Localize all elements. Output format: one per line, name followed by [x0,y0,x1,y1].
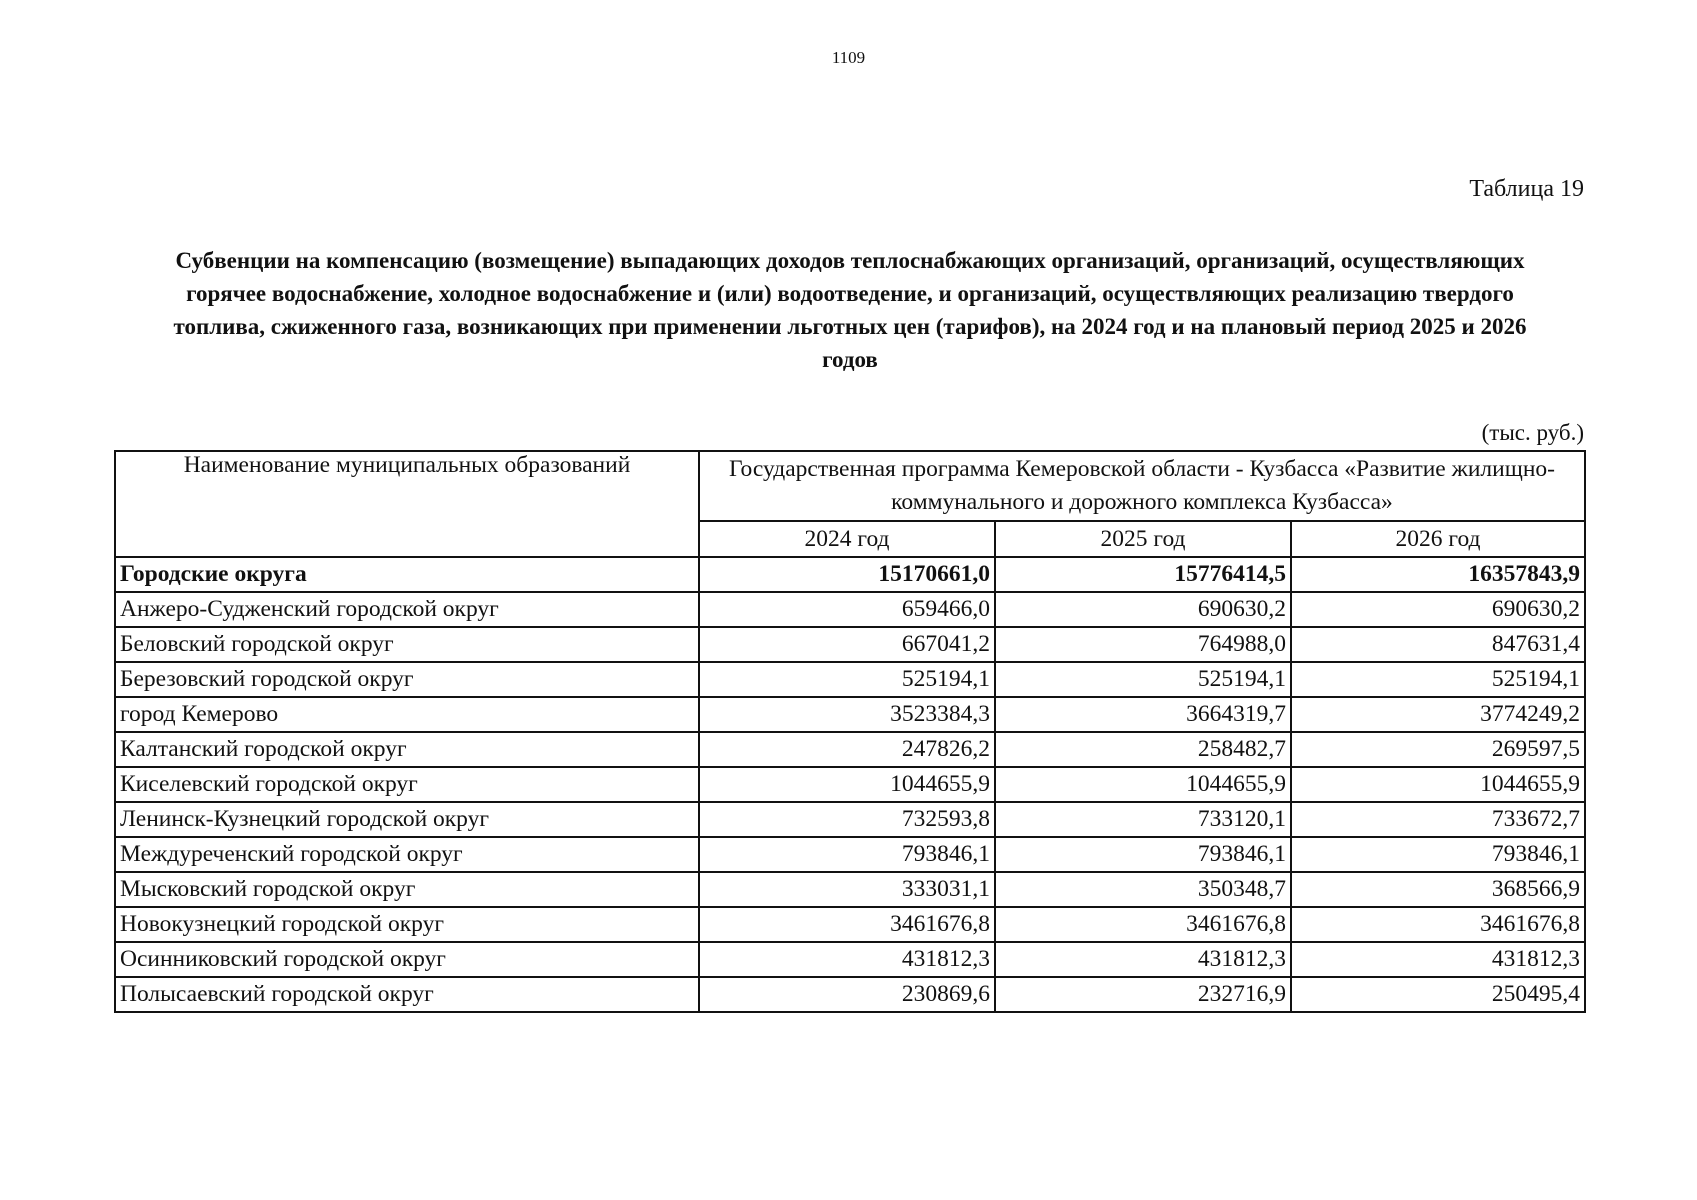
value-2026: 525194,1 [1291,662,1585,697]
value-2026: 250495,4 [1291,977,1585,1012]
municipality-column-header: Наименование муниципальных образований [115,451,699,557]
subsidy-table [114,450,1586,1013]
table-row [115,697,1585,732]
value-2025: 15776414,5 [995,557,1291,592]
value-2025: 232716,9 [995,977,1291,1012]
year-header-2025: 2025 год [995,521,1291,557]
value-2024: 525194,1 [699,662,995,697]
value-2024: 230869,6 [699,977,995,1012]
row-name: Мысковский городской округ [115,872,699,907]
row-name: Междуреченский городской округ [115,837,699,872]
value-2025: 258482,7 [995,732,1291,767]
value-2025: 764988,0 [995,627,1291,662]
value-2024: 431812,3 [699,942,995,977]
year-header-2026: 2026 год [1291,521,1585,557]
row-name: Осинниковский городской округ [115,942,699,977]
value-2026: 431812,3 [1291,942,1585,977]
row-name: Калтанский городской округ [115,732,699,767]
value-2026: 1044655,9 [1291,767,1585,802]
value-2025: 3664319,7 [995,697,1291,732]
value-2026: 690630,2 [1291,592,1585,627]
value-2024: 667041,2 [699,627,995,662]
table-row [115,662,1585,697]
table-row [115,592,1585,627]
table-row [115,872,1585,907]
value-2024: 793846,1 [699,837,995,872]
value-2026: 733672,7 [1291,802,1585,837]
program-column-header: Государственная программа Кемеровской области - Кузбасса «Развитие жилищно-коммунального и дорожного комплекса Кузбасса» [699,451,1585,521]
value-2024: 15170661,0 [699,557,995,592]
row-name: Киселевский городской округ [115,767,699,802]
table-row [115,767,1585,802]
table-row [115,907,1585,942]
table-row [115,627,1585,662]
row-name: Полысаевский городской округ [115,977,699,1012]
value-2026: 368566,9 [1291,872,1585,907]
table-row-total [115,557,1585,592]
value-2026: 16357843,9 [1291,557,1585,592]
value-2025: 690630,2 [995,592,1291,627]
unit-label: (тыс. руб.) [1481,420,1584,445]
table-row [115,837,1585,872]
value-2024: 1044655,9 [699,767,995,802]
table-row [115,942,1585,977]
value-2026: 847631,4 [1291,627,1585,662]
row-name: Городские округа [115,557,699,592]
row-name: Новокузнецкий городской округ [115,907,699,942]
row-name: Анжеро-Судженский городской округ [115,592,699,627]
table-row [115,732,1585,767]
year-header-2024: 2024 год [699,521,995,557]
value-2024: 333031,1 [699,872,995,907]
value-2026: 269597,5 [1291,732,1585,767]
row-name: Беловский городской округ [115,627,699,662]
value-2025: 3461676,8 [995,907,1291,942]
value-2025: 733120,1 [995,802,1291,837]
value-2026: 3774249,2 [1291,697,1585,732]
value-2026: 3461676,8 [1291,907,1585,942]
page-number: 1109 [831,48,866,67]
document-title: Субвенции на компенсацию (возмещение) выпадающих доходов теплоснабжающих организаций, организаций, осуществляющих горячее водоснабжение, холодное водоснабжение и (или) водоотведение, и организаций, осуществляющих реализацию твердого топлива, сжиженного газа, возникающих при применении льготных цен (тарифов), на 2024 год и на плановый период 2025 и 2026 годов [173,248,1527,372]
row-name: город Кемерово [115,697,699,732]
value-2025: 793846,1 [995,837,1291,872]
value-2025: 1044655,9 [995,767,1291,802]
value-2024: 659466,0 [699,592,995,627]
table-row [115,802,1585,837]
value-2025: 525194,1 [995,662,1291,697]
table-row [115,977,1585,1012]
table-label: Таблица 19 [1469,176,1584,202]
value-2024: 247826,2 [699,732,995,767]
value-2024: 3461676,8 [699,907,995,942]
row-name: Ленинск-Кузнецкий городской округ [115,802,699,837]
value-2026: 793846,1 [1291,837,1585,872]
value-2025: 350348,7 [995,872,1291,907]
value-2024: 3523384,3 [699,697,995,732]
row-name: Березовский городской округ [115,662,699,697]
value-2025: 431812,3 [995,942,1291,977]
value-2024: 732593,8 [699,802,995,837]
